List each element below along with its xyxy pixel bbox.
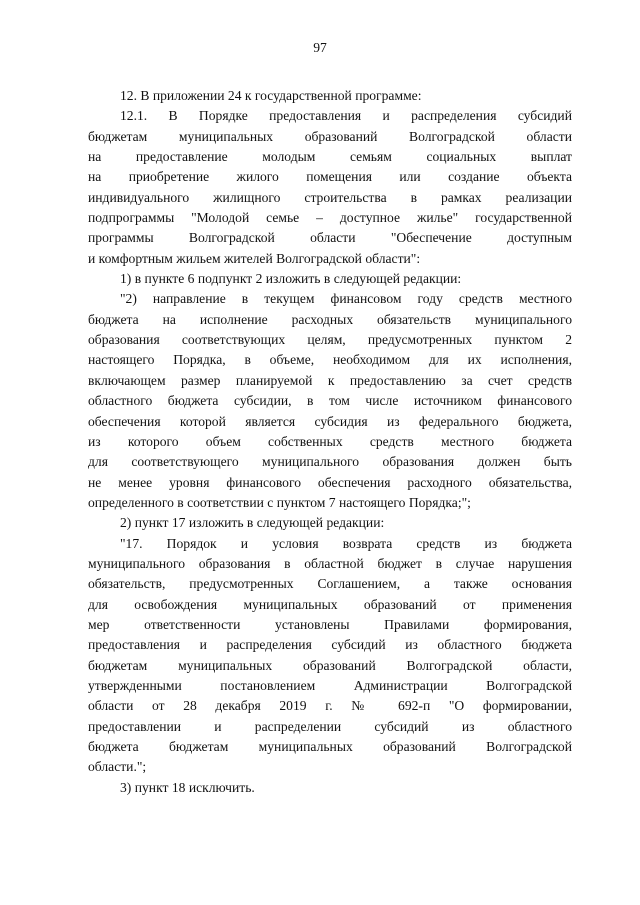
text-line: утвержденными постановлением Администрации Волгоградской xyxy=(88,677,572,693)
text-line: предоставлении и распределении субсидий из областного xyxy=(88,718,572,734)
text-line: на приобретение жилого помещения или создание объекта xyxy=(88,169,572,185)
text-line: предоставления и распределения субсидий из областного бюджета xyxy=(88,637,572,653)
text-line: программы Волгоградской области "Обеспечение доступным xyxy=(88,230,572,246)
text-line: бюджетам муниципальных образований Волгоградской области, xyxy=(88,657,572,673)
text-line: для соответствующего муниципального образования должен быть xyxy=(88,454,572,470)
text-line: 12. В приложении 24 к государственной программе: xyxy=(120,88,422,103)
text-line: из которого объем собственных средств местного бюджета xyxy=(88,433,572,449)
document-body xyxy=(88,86,572,798)
text-line: мер ответственности установлены Правилами формирования, xyxy=(88,616,572,632)
text-line: 2) пункт 17 изложить в следующей редакции: xyxy=(120,515,385,531)
text-line: на предоставление молодым семьям социальных выплат xyxy=(88,149,572,165)
text-line: образования соответствующих целям, предусмотренных пунктом 2 xyxy=(88,332,572,348)
text-line: областного бюджета субсидии, в том числе источником финансового xyxy=(88,393,572,409)
text-line: для освобождения муниципальных образований от применения xyxy=(88,596,572,612)
text-line: бюджетам муниципальных образований Волгоградской области xyxy=(88,128,572,144)
text-line: включающем размер планируемой к предоставлению за счет средств xyxy=(88,372,572,388)
text-line: 3) пункт 18 исключить. xyxy=(120,779,255,795)
text-line: 1) в пункте 6 подпункт 2 изложить в следующей редакции: xyxy=(120,271,462,287)
page-number: 97 xyxy=(313,40,327,55)
text-line: не менее уровня финансового обеспечения расходного обязательства, xyxy=(88,474,572,490)
text-line: муниципального образования в областной бюджет в случае нарушения xyxy=(88,555,572,571)
text-line: подпрограммы "Молодой семье – доступное жилье" государственной xyxy=(88,210,572,226)
text-line: 12.1. В Порядке предоставления и распределения субсидий xyxy=(120,108,572,124)
text-line: бюджета на исполнение расходных обязательств муниципального xyxy=(88,311,572,327)
text-line: определенного в соответствии с пунктом 7 настоящего Порядка;"; xyxy=(88,494,471,510)
text-line: и комфортным жильем жителей Волгоградской области": xyxy=(88,250,421,266)
text-line: области от 28 декабря 2019 г. № 692-п "О формировании, xyxy=(88,698,572,714)
text-line: бюджета бюджетам муниципальных образований Волгоградской xyxy=(88,739,572,754)
text-line: области."; xyxy=(88,759,147,775)
text-line: обязательств, предусмотренных Соглашением, а также основания xyxy=(88,576,572,592)
text-line: "17. Порядок и условия возврата средств из бюджета xyxy=(120,535,572,551)
text-line: настоящего Порядка, в объеме, необходимом для их исполнения, xyxy=(88,352,572,368)
text-line: "2) направление в текущем финансовом году средств местного xyxy=(120,291,572,307)
text-line: индивидуального жилищного строительства в рамках реализации xyxy=(88,189,572,205)
text-line: обеспечения которой является субсидия из федерального бюджета, xyxy=(88,413,572,429)
